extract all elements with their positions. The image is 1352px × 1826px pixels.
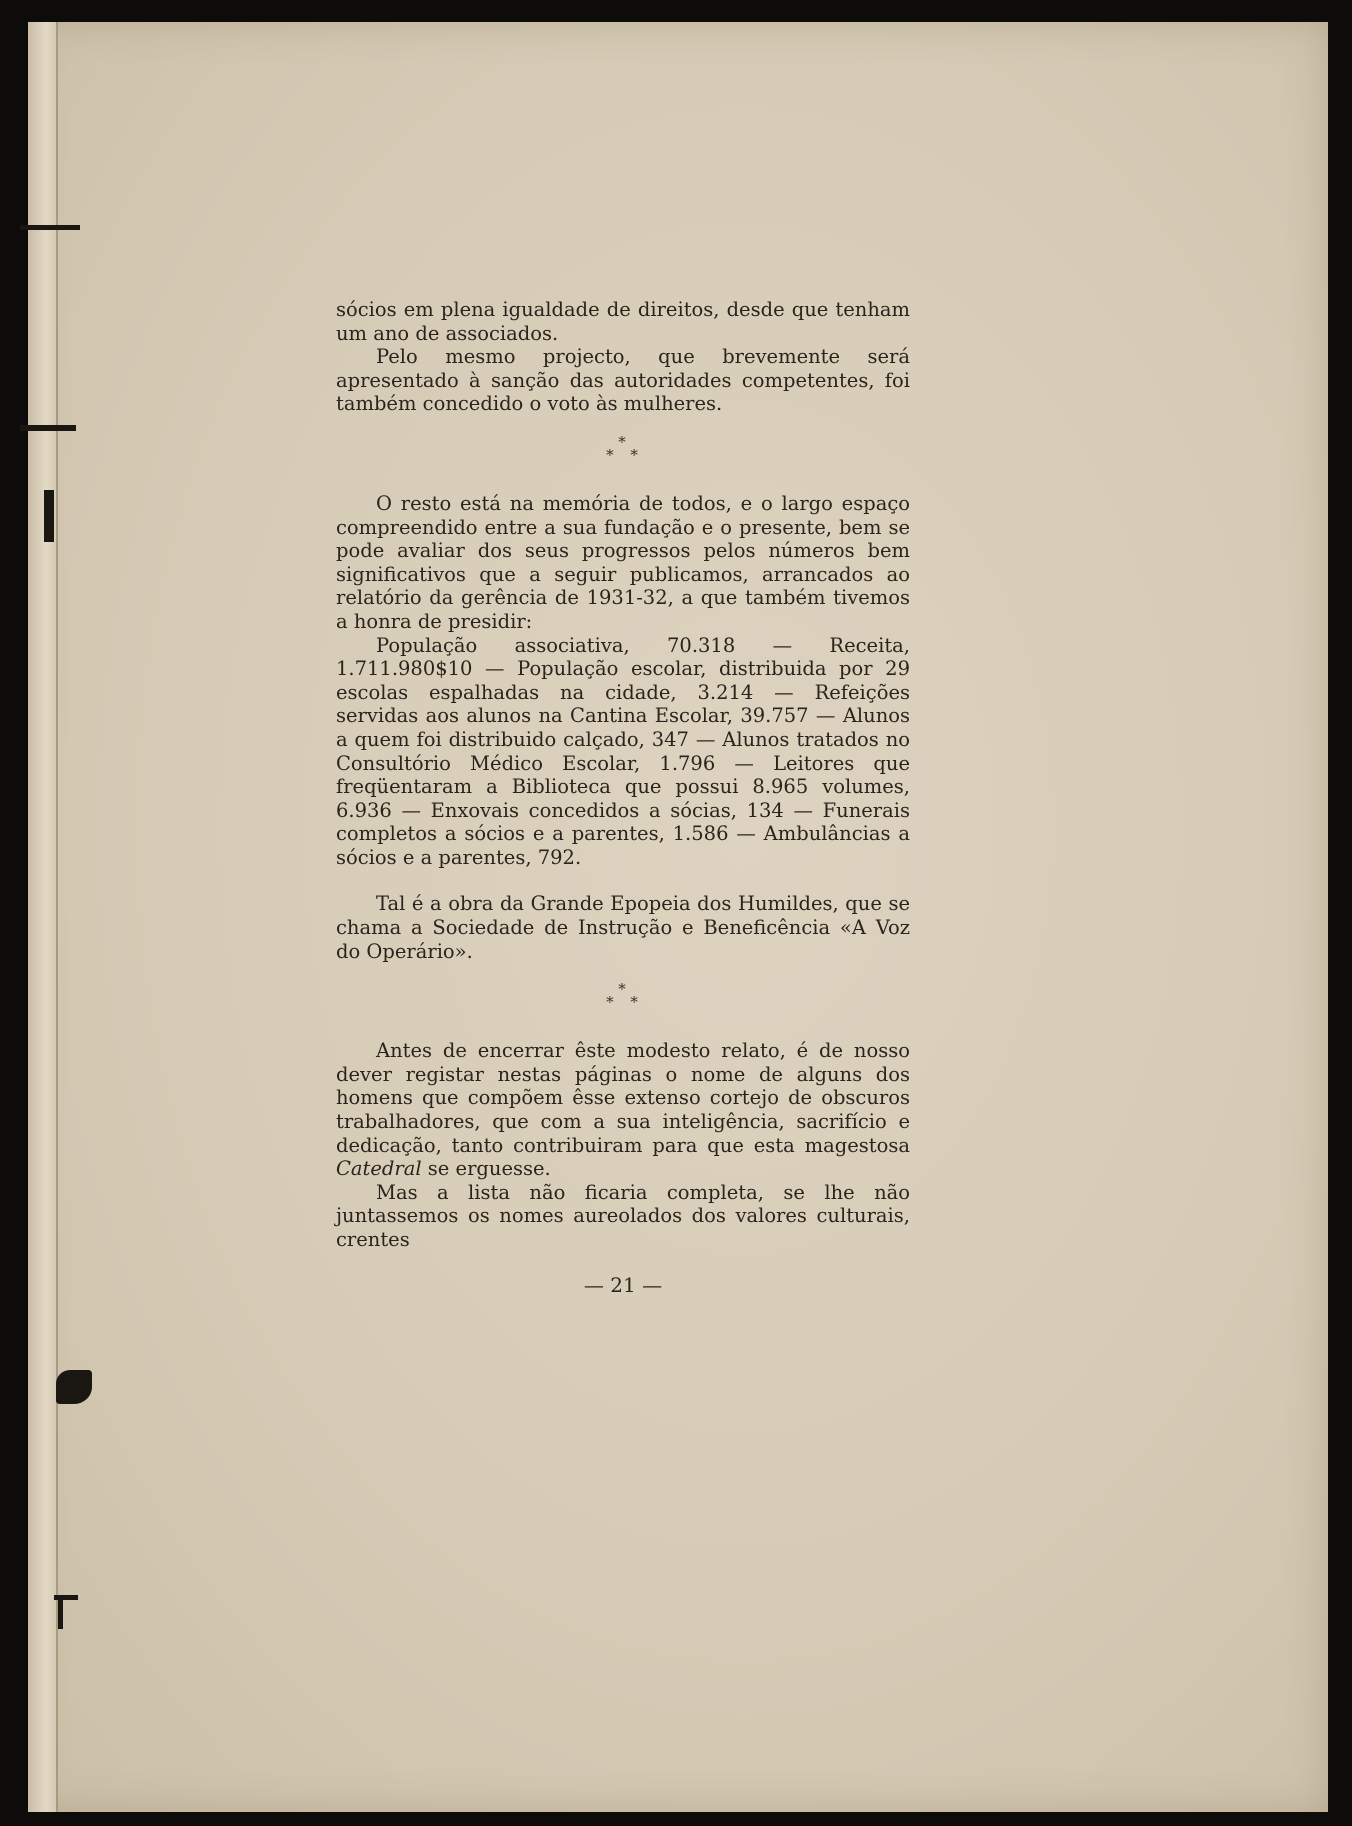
paragraph-tail: se erguesse.	[421, 1157, 551, 1181]
spine-fold	[56, 22, 58, 1812]
asterism-top: *	[618, 432, 628, 451]
asterism-bottom: * *	[606, 993, 640, 1012]
section-asterism	[336, 432, 910, 464]
paragraph	[336, 1039, 910, 1181]
section-asterism	[336, 980, 910, 1012]
body-text	[336, 298, 910, 1252]
staple-mark	[56, 1370, 92, 1404]
binding-margin	[28, 22, 58, 1812]
paragraph: sócios em plena igualdade de direitos, desde que tenham um ano de associados.	[336, 298, 910, 345]
italic-word: Catedral	[336, 1157, 422, 1181]
paragraph-text: Antes de encerrar êste modesto relato, é de nosso dever registar nestas páginas o nome de alguns dos homens que compõem êsse extenso cortejo de obscuros trabalhadores, que com a sua inteligência, sacrifício e dedicação, tanto contribuiram para que esta magestosa	[336, 1039, 910, 1157]
staple-mark	[20, 425, 76, 431]
paragraph: O resto está na memória de todos, e o largo espaço compreendido entre a sua fundação e o presente, bem se pode avaliar dos seus progressos pelos números bem significativos que a seguir publicamos, arrancados ao relatório da gerência de 1931-32, a que também tivemos a honra de presidir:	[336, 491, 910, 633]
statistics-paragraph: População associativa, 70.318 — Receita, 1.711.980$10 — População escolar, distribuida por 29 escolas espalhadas na cidade, 3.214 — Refeições servidas aos alunos na Cantina Escolar, 39.757 — Alunos a quem foi distribuido calçado, 347 — Alunos tratados no Consultório Médico Escolar, 1.796 — Leitores que freqüentaram a Biblioteca que possui 8.965 volumes, 6.936 — Enxovais concedidos a sócias, 134 — Funerais completos a sócios e a parentes, 1.586 — Ambulâncias a sócios e a parentes, 792.	[336, 633, 910, 869]
paragraph: Mas a lista não ficaria completa, se lhe não juntassemos os nomes aureolados dos valores culturais, crentes	[336, 1180, 910, 1251]
asterism-top: *	[618, 980, 628, 999]
staple-mark	[44, 490, 54, 542]
paragraph: Tal é a obra da Grande Epopeia dos Humildes, que se chama a Sociedade de Instrução e Beneficência «A Voz do Operário».	[336, 892, 910, 963]
staple-mark	[58, 1595, 63, 1629]
staple-mark	[20, 225, 80, 230]
page-number: — 21 —	[583, 1273, 663, 1297]
asterism-bottom: * *	[606, 445, 640, 464]
paragraph: Pelo mesmo projecto, que brevemente será apresentado à sanção das autoridades competentes, foi também concedido o voto às mulheres.	[336, 345, 910, 416]
